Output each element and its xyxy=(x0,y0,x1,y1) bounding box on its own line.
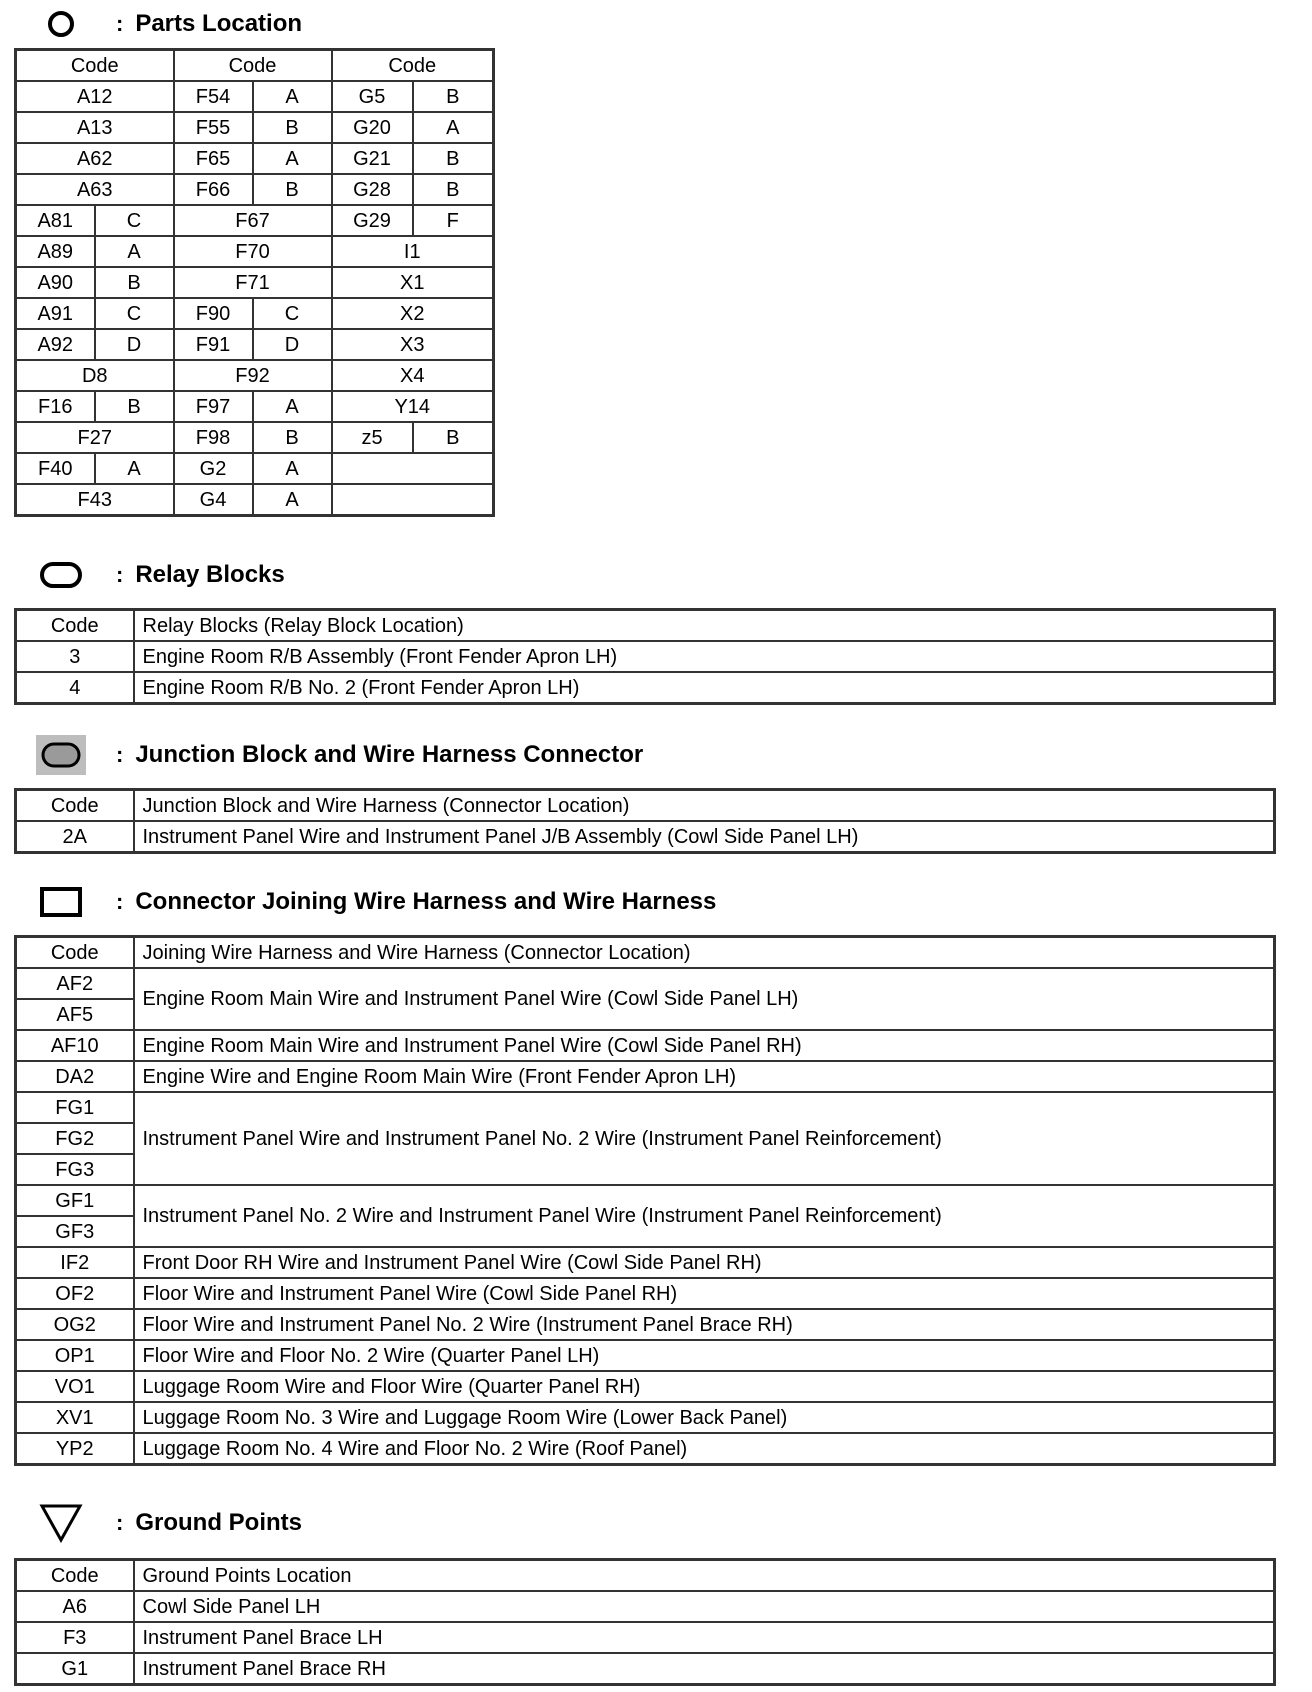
part-location-cell: B xyxy=(253,174,332,205)
part-code-cell: X1 xyxy=(332,267,494,298)
triangle-down-icon xyxy=(36,1503,86,1543)
table-row xyxy=(16,672,1275,704)
table-header-row xyxy=(16,610,1275,642)
table-row xyxy=(16,1622,1275,1653)
ground-points-table xyxy=(14,1558,1276,1686)
table-row xyxy=(16,1185,1275,1216)
description-cell: Floor Wire and Instrument Panel Wire (Cowl Side Panel RH) xyxy=(134,1278,1275,1309)
table-row xyxy=(16,1591,1275,1622)
part-code-cell: z5 xyxy=(332,422,413,453)
part-code-cell: F40 xyxy=(16,453,95,484)
part-location-cell: B xyxy=(95,267,174,298)
table-row xyxy=(16,1061,1275,1092)
part-location-cell: B xyxy=(253,112,332,143)
rounded-oval-icon xyxy=(36,555,86,595)
column-header-description: Joining Wire Harness and Wire Harness (Connector Location) xyxy=(134,937,1275,969)
part-code-cell: F97 xyxy=(174,391,253,422)
table-row xyxy=(16,298,494,329)
part-code-cell: X2 xyxy=(332,298,494,329)
relay-blocks-heading xyxy=(36,555,285,595)
code-cell: G1 xyxy=(16,1653,134,1685)
part-location-cell: A xyxy=(95,453,174,484)
circle-icon xyxy=(36,4,86,44)
table-header-row xyxy=(16,1560,1275,1592)
section-title: Ground Points xyxy=(135,1509,302,1536)
code-cell: FG1 xyxy=(16,1092,134,1123)
part-code-cell: A91 xyxy=(16,298,95,329)
table-row xyxy=(16,1247,1275,1278)
table-row xyxy=(16,267,494,298)
part-location-cell: C xyxy=(95,205,174,236)
description-cell: Luggage Room Wire and Floor Wire (Quarter Panel RH) xyxy=(134,1371,1275,1402)
table-row xyxy=(16,1092,1275,1123)
part-code-cell: D8 xyxy=(16,360,174,391)
table-row xyxy=(16,422,494,453)
code-cell: FG2 xyxy=(16,1123,134,1154)
connector-joining-heading xyxy=(36,882,716,922)
table-header-row xyxy=(16,790,1275,822)
section-title: Connector Joining Wire Harness and Wire Harness xyxy=(135,888,717,915)
description-cell: Engine Room Main Wire and Instrument Panel Wire (Cowl Side Panel RH) xyxy=(134,1030,1275,1061)
part-code-cell: A92 xyxy=(16,329,95,360)
table-row xyxy=(16,968,1275,999)
part-location-cell: B xyxy=(413,81,494,112)
part-code-cell: F67 xyxy=(174,205,332,236)
column-header: Code xyxy=(332,50,494,82)
part-location-cell: B xyxy=(413,143,494,174)
part-code-cell: F43 xyxy=(16,484,174,516)
junction-block-table xyxy=(14,788,1276,854)
table-row xyxy=(16,1030,1275,1061)
table-row xyxy=(16,484,494,516)
column-header-code: Code xyxy=(16,790,134,822)
section-title: Parts Location xyxy=(135,10,303,37)
table-row xyxy=(16,453,494,484)
part-code-cell: F55 xyxy=(174,112,253,143)
part-location-cell: D xyxy=(95,329,174,360)
part-code-cell: F71 xyxy=(174,267,332,298)
part-location-cell: A xyxy=(95,236,174,267)
part-code-cell xyxy=(332,453,494,484)
description-cell: Instrument Panel No. 2 Wire and Instrument Panel Wire (Instrument Panel Reinforcement) xyxy=(134,1185,1275,1247)
part-code-cell: F66 xyxy=(174,174,253,205)
part-code-cell: F16 xyxy=(16,391,95,422)
part-code-cell: F91 xyxy=(174,329,253,360)
description-cell: Engine Room Main Wire and Instrument Panel Wire (Cowl Side Panel LH) xyxy=(134,968,1275,1030)
part-code-cell: G20 xyxy=(332,112,413,143)
column-header-code: Code xyxy=(16,937,134,969)
code-cell: AF10 xyxy=(16,1030,134,1061)
column-header: Code xyxy=(174,50,332,82)
part-code-cell: G21 xyxy=(332,143,413,174)
part-code-cell: A12 xyxy=(16,81,174,112)
part-code-cell: G2 xyxy=(174,453,253,484)
code-cell: XV1 xyxy=(16,1402,134,1433)
part-location-cell: A xyxy=(253,391,332,422)
part-location-cell: B xyxy=(253,422,332,453)
part-code-cell: X4 xyxy=(332,360,494,391)
square-icon xyxy=(36,882,86,922)
code-cell: YP2 xyxy=(16,1433,134,1465)
description-cell: Cowl Side Panel LH xyxy=(134,1591,1275,1622)
part-location-cell: B xyxy=(413,422,494,453)
table-header-row xyxy=(16,937,1275,969)
table-row xyxy=(16,81,494,112)
part-code-cell: F54 xyxy=(174,81,253,112)
part-code-cell: F90 xyxy=(174,298,253,329)
part-location-cell: C xyxy=(253,298,332,329)
code-cell: DA2 xyxy=(16,1061,134,1092)
ground-points-heading xyxy=(36,1503,302,1543)
part-location-cell: B xyxy=(95,391,174,422)
part-code-cell: Y14 xyxy=(332,391,494,422)
part-code-cell: A62 xyxy=(16,143,174,174)
table-row xyxy=(16,1402,1275,1433)
table-row xyxy=(16,174,494,205)
code-cell: VO1 xyxy=(16,1371,134,1402)
part-location-cell: A xyxy=(253,81,332,112)
description-cell: Front Door RH Wire and Instrument Panel Wire (Cowl Side Panel RH) xyxy=(134,1247,1275,1278)
code-cell: AF5 xyxy=(16,999,134,1030)
section-colon: : xyxy=(116,1510,124,1535)
section-title: Junction Block and Wire Harness Connector xyxy=(135,741,644,768)
part-location-cell: A xyxy=(413,112,494,143)
code-cell: 2A xyxy=(16,821,134,853)
table-row xyxy=(16,143,494,174)
table-row xyxy=(16,205,494,236)
table-row xyxy=(16,1278,1275,1309)
part-code-cell: F65 xyxy=(174,143,253,174)
part-code-cell: A81 xyxy=(16,205,95,236)
code-cell: A6 xyxy=(16,1591,134,1622)
table-row xyxy=(16,1371,1275,1402)
table-row xyxy=(16,236,494,267)
table-row xyxy=(16,1433,1275,1465)
description-cell: Instrument Panel Wire and Instrument Panel No. 2 Wire (Instrument Panel Reinforcement) xyxy=(134,1092,1275,1185)
relay-blocks-table xyxy=(14,608,1276,705)
table-row xyxy=(16,821,1275,853)
code-cell: F3 xyxy=(16,1622,134,1653)
column-header-description: Relay Blocks (Relay Block Location) xyxy=(134,610,1275,642)
description-cell: Instrument Panel Brace LH xyxy=(134,1622,1275,1653)
shaded-oval-icon xyxy=(36,735,86,775)
table-row xyxy=(16,391,494,422)
description-cell: Luggage Room No. 3 Wire and Luggage Room Wire (Lower Back Panel) xyxy=(134,1402,1275,1433)
description-cell: Instrument Panel Brace RH xyxy=(134,1653,1275,1685)
part-code-cell: F27 xyxy=(16,422,174,453)
part-code-cell: A89 xyxy=(16,236,95,267)
section-colon: : xyxy=(116,562,124,587)
part-location-cell: C xyxy=(95,298,174,329)
code-cell: IF2 xyxy=(16,1247,134,1278)
part-code-cell: G5 xyxy=(332,81,413,112)
column-header-description: Ground Points Location xyxy=(134,1560,1275,1592)
table-row xyxy=(16,641,1275,672)
table-row xyxy=(16,360,494,391)
part-location-cell: B xyxy=(413,174,494,205)
part-code-cell: F98 xyxy=(174,422,253,453)
description-cell: Floor Wire and Floor No. 2 Wire (Quarter Panel LH) xyxy=(134,1340,1275,1371)
table-row xyxy=(16,1309,1275,1340)
code-cell: GF1 xyxy=(16,1185,134,1216)
description-cell: Floor Wire and Instrument Panel No. 2 Wire (Instrument Panel Brace RH) xyxy=(134,1309,1275,1340)
part-code-cell: F70 xyxy=(174,236,332,267)
part-location-cell: A xyxy=(253,484,332,516)
description-cell: Luggage Room No. 4 Wire and Floor No. 2 Wire (Roof Panel) xyxy=(134,1433,1275,1465)
junction-block-heading xyxy=(36,735,643,775)
table-row xyxy=(16,329,494,360)
column-header-code: Code xyxy=(16,1560,134,1592)
part-code-cell xyxy=(332,484,494,516)
code-cell: OP1 xyxy=(16,1340,134,1371)
column-header: Code xyxy=(16,50,174,82)
parts-location-table xyxy=(14,48,495,517)
description-cell: Engine Room R/B No. 2 (Front Fender Apron LH) xyxy=(134,672,1275,704)
code-cell: OF2 xyxy=(16,1278,134,1309)
description-cell: Engine Room R/B Assembly (Front Fender Apron LH) xyxy=(134,641,1275,672)
part-code-cell: G29 xyxy=(332,205,413,236)
part-code-cell: G4 xyxy=(174,484,253,516)
code-cell: FG3 xyxy=(16,1154,134,1185)
part-location-cell: D xyxy=(253,329,332,360)
part-code-cell: A63 xyxy=(16,174,174,205)
column-header-code: Code xyxy=(16,610,134,642)
table-header-row xyxy=(16,50,494,82)
code-cell: 4 xyxy=(16,672,134,704)
connector-joining-table xyxy=(14,935,1276,1466)
column-header-description: Junction Block and Wire Harness (Connector Location) xyxy=(134,790,1275,822)
part-code-cell: G28 xyxy=(332,174,413,205)
code-cell: 3 xyxy=(16,641,134,672)
code-cell: GF3 xyxy=(16,1216,134,1247)
table-row xyxy=(16,1653,1275,1685)
table-row xyxy=(16,112,494,143)
section-colon: : xyxy=(116,742,124,767)
table-row xyxy=(16,1340,1275,1371)
section-colon: : xyxy=(116,11,124,36)
part-location-cell: A xyxy=(253,143,332,174)
part-location-cell: F xyxy=(413,205,494,236)
description-cell: Instrument Panel Wire and Instrument Panel J/B Assembly (Cowl Side Panel LH) xyxy=(134,821,1275,853)
part-code-cell: X3 xyxy=(332,329,494,360)
part-code-cell: A90 xyxy=(16,267,95,298)
code-cell: AF2 xyxy=(16,968,134,999)
section-title: Relay Blocks xyxy=(135,561,285,588)
part-code-cell: F92 xyxy=(174,360,332,391)
code-cell: OG2 xyxy=(16,1309,134,1340)
parts-location-heading xyxy=(36,4,302,44)
section-colon: : xyxy=(116,889,124,914)
part-location-cell: A xyxy=(253,453,332,484)
description-cell: Engine Wire and Engine Room Main Wire (Front Fender Apron LH) xyxy=(134,1061,1275,1092)
part-code-cell: I1 xyxy=(332,236,494,267)
part-code-cell: A13 xyxy=(16,112,174,143)
